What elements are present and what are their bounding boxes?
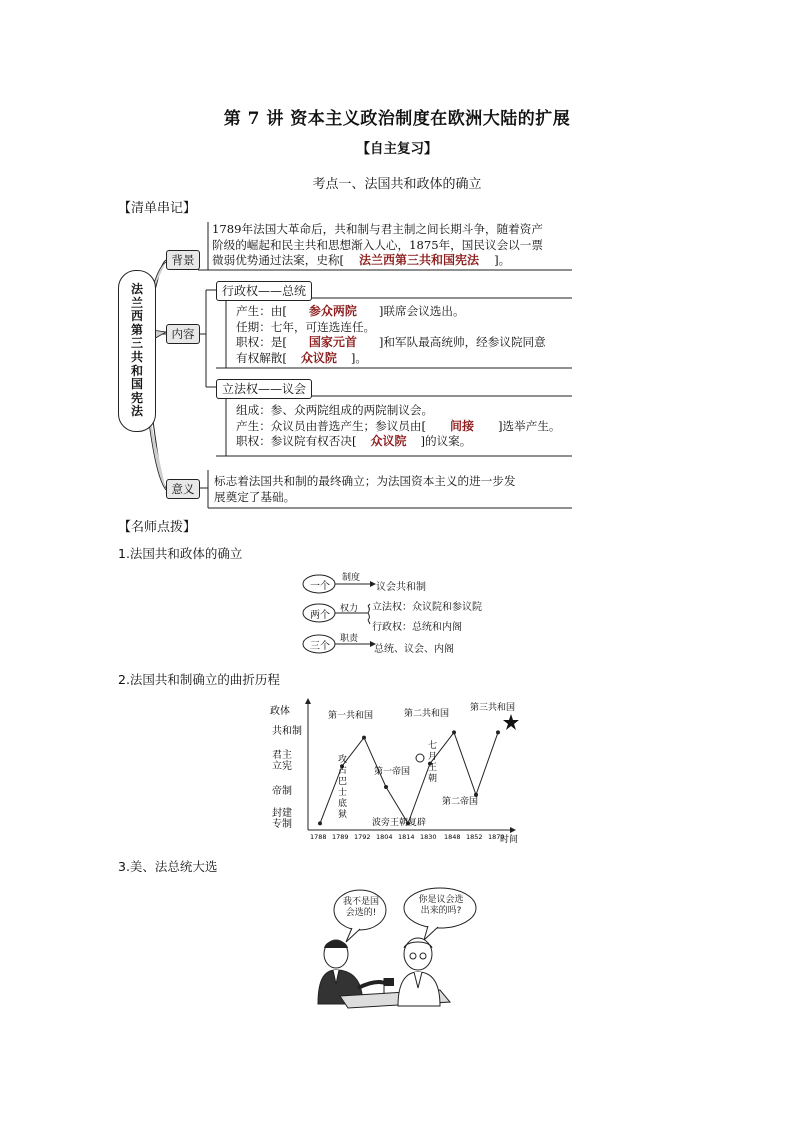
center-char: 第 [130, 322, 143, 337]
x-label: 时间 [500, 835, 519, 845]
regime-chart [260, 696, 540, 848]
center-char: 法 [130, 404, 143, 419]
x-axis-arrow [510, 827, 516, 833]
legislative-line-2: 产生：众议员由普选产生；参议员由[ 间接 ]选举产生。 [236, 418, 561, 433]
executive-line-1: 产生：由[ 参众两院 ]联席会议选出。 [236, 304, 465, 318]
item2-heading: 2.法国共和制确立的曲折历程 [118, 672, 280, 687]
center-char: 国 [130, 377, 143, 392]
background-line-1: 1789年法国大革命后，共和制与君主制之间长期斗争，随着资产 [212, 222, 543, 236]
july-marker [416, 754, 424, 762]
data-point [362, 736, 366, 740]
executive-text [236, 304, 576, 366]
data-point [318, 821, 322, 825]
center-char: 兰 [130, 295, 143, 310]
text-three-bodies: 总统、议会、内阁 [374, 644, 454, 655]
x-tick-label: 1852 [466, 833, 483, 841]
legislative-line-3: 职权：参议院有权否决[ 众议院 ]的议案。 [236, 434, 472, 448]
y-label: 政体 [270, 706, 290, 717]
legislative-line-1: 组成：参、众两院组成的两院制议会。 [236, 403, 434, 417]
mindmap-center-label [119, 283, 155, 419]
section-list-heading: 【清单串记】 [118, 201, 197, 216]
tag-content: 内容 [166, 324, 200, 344]
annot-bastille-char: 巴 [338, 777, 348, 787]
answer-chamber-veto: 众议院 [370, 434, 407, 448]
x-tick-label: 1830 [420, 833, 437, 841]
tag-significance: 意义 [166, 479, 200, 499]
label-system: 制度 [342, 573, 361, 583]
annot-first-republic: 第一共和国 [328, 711, 374, 721]
center-char: 共 [130, 349, 143, 364]
significance-text [214, 474, 574, 505]
executive-line-3: 职权：是[ 国家元首 ]和军队最高统帅，经参议院同意 [236, 335, 546, 349]
x-tick-label: 1789 [332, 833, 349, 841]
annot-first-empire: 第一帝国 [374, 767, 411, 777]
section-tips-heading: 【名师点拨】 [118, 520, 197, 535]
oval-two: 两个 [310, 610, 330, 621]
center-char: 宪 [130, 390, 143, 405]
y-tick-label: 帝制 [272, 786, 292, 797]
mindmap-center [118, 270, 156, 432]
y-tick-label: 立宪 [272, 761, 292, 772]
x-tick-label: 1788 [310, 833, 327, 841]
star-icon [503, 714, 519, 730]
text-executive: 行政权：总统和内阁 [372, 622, 462, 633]
bubble-left-text: 我不是国 会选的! [342, 897, 379, 918]
y-tick-label: 专制 [272, 819, 292, 830]
annot-bastille-char: 狱 [338, 810, 348, 820]
page-title: 第 7 讲 资本主义政治制度在欧洲大陆的扩展 [223, 109, 571, 129]
x-tick-label: 1870 [488, 833, 505, 841]
center-char: 和 [130, 363, 143, 378]
x-tick-label: 1804 [376, 833, 393, 841]
text-legislative: 立法权：众议院和参议院 [372, 602, 482, 613]
oval-three: 三个 [310, 641, 330, 652]
center-char: 三 [130, 336, 143, 351]
center-char: 西 [130, 309, 143, 324]
item1-heading: 1.法国共和政体的确立 [118, 546, 243, 561]
significance-line-2: 展奠定了基础。 [214, 489, 296, 504]
executive-heading: 行政权——总统 [216, 281, 312, 301]
annot-july-char: 朝 [428, 774, 438, 784]
bubble-right-text: 你是议会选 出来的吗? [418, 895, 464, 916]
answer-constitution: 法兰西第三共和国宪法 [359, 253, 480, 267]
x-tick-label: 1848 [444, 833, 461, 841]
label-power: 权力 [340, 604, 359, 614]
tag-background: 背景 [166, 250, 200, 270]
annot-bastille-char: 占 [338, 766, 348, 776]
center-char: 法 [130, 282, 143, 296]
significance-line-1: 标志着法国共和制的最终确立；为法国资本主义的进一步发 [214, 474, 516, 488]
annot-restoration: 波旁王朝复辟 [372, 818, 427, 828]
y-tick-label: 君主 [272, 750, 292, 761]
item3-heading: 3.美、法总统大选 [118, 859, 218, 874]
executive-line-2: 任期：七年，可连选连任。 [236, 319, 376, 334]
annot-bastille-char: 攻 [338, 755, 348, 765]
review-heading: 【自主复习】 [356, 141, 438, 157]
annot-bastille-char: 士 [338, 788, 348, 798]
annot-third-republic: 第三共和国 [470, 703, 516, 713]
answer-indirect: 间接 [450, 418, 475, 433]
x-tick-label: 1792 [354, 833, 371, 841]
y-axis-arrow [305, 698, 311, 704]
y-tick-label: 封建 [272, 808, 292, 819]
answer-head-of-state: 国家元首 [308, 335, 357, 349]
background-line-2: 阶级的崛起和民主共和思想渐入人心，1875年，国民议会以一票 [212, 237, 543, 252]
topic-heading: 考点一、法国共和政体的确立 [312, 177, 482, 192]
legislative-heading: 立法权——议会 [216, 379, 312, 399]
annot-july-char: 王 [428, 763, 438, 773]
x-tick-label: 1814 [398, 833, 415, 841]
label-duty: 职责 [340, 634, 359, 644]
annot-july-char: 月 [428, 752, 438, 762]
background-text [212, 222, 574, 269]
text-parliamentary: 议会共和制 [376, 582, 426, 593]
data-point [496, 730, 500, 734]
annot-july-char: 七 [428, 741, 438, 751]
answer-both-houses: 参众两院 [308, 304, 357, 318]
background-line-3: 微弱优势通过法案，史称[ 法兰西第三共和国宪法 ]。 [212, 253, 511, 267]
data-point [384, 785, 388, 789]
executive-line-4: 有权解散[ 众议院 ]。 [236, 350, 368, 365]
annot-second-empire: 第二帝国 [442, 797, 479, 807]
annot-bastille-char: 底 [338, 799, 348, 809]
answer-chamber: 众议院 [300, 350, 337, 365]
annot-second-republic: 第二共和国 [404, 709, 450, 719]
y-tick-label: 共和制 [272, 726, 302, 737]
oval-one: 一个 [310, 581, 330, 592]
data-point [452, 730, 456, 734]
legislative-text [236, 403, 576, 450]
